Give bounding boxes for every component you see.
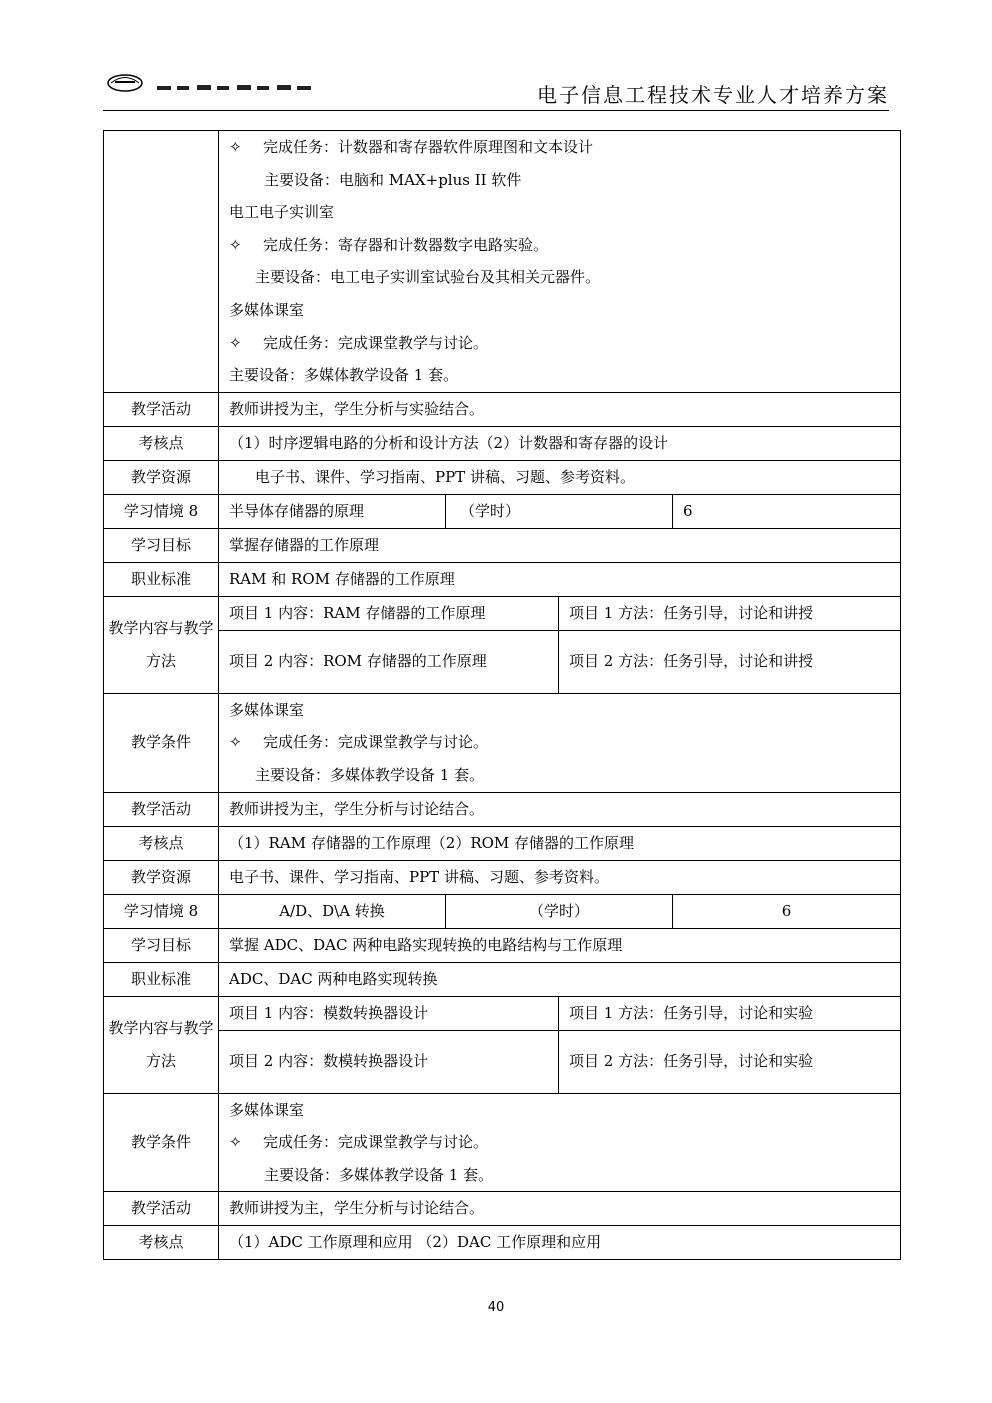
table-row: [104, 962, 901, 996]
item1-content: 项目 1 内容：RAM 存储器的工作原理: [219, 596, 559, 630]
resource-text: 电子书、课件、学习指南、PPT 讲稿、习题、参考资料。: [255, 467, 635, 486]
table-row: [104, 131, 901, 393]
row-value: ADC、DAC 两种电路实现转换: [219, 962, 901, 996]
list-item: [229, 1159, 890, 1192]
row-label: 教学活动: [104, 1192, 219, 1226]
list-item: [229, 759, 890, 792]
hours-value: 6: [673, 494, 901, 528]
teaching-conditions-cell: [219, 693, 901, 792]
list-item: [229, 726, 890, 759]
list-item: [229, 229, 890, 262]
list-item: [229, 359, 890, 392]
table-row: [104, 693, 901, 792]
table-row: [104, 826, 901, 860]
item-text: 完成任务：完成课堂教学与讨论。: [263, 733, 489, 752]
item-text: 完成任务：完成课堂教学与讨论。: [263, 1133, 489, 1152]
diamond-bullet-icon: ✧: [229, 235, 242, 254]
page-number: 40: [487, 1300, 505, 1315]
item-text: 完成任务：寄存器和计数器数字电路实验。: [263, 235, 549, 254]
row-value: （1）RAM 存储器的工作原理（2）ROM 存储器的工作原理: [219, 826, 901, 860]
table-row: [104, 792, 901, 826]
item1-content: 项目 1 内容：模数转换器设计: [219, 996, 559, 1030]
diamond-bullet-icon: ✧: [229, 733, 242, 752]
item-text: 完成任务：计数器和寄存器软件原理图和文本设计: [263, 138, 594, 156]
item-text: 完成任务：完成课堂教学与讨论。: [263, 333, 489, 352]
row-label: 学习目标: [104, 928, 219, 962]
list-item: [229, 261, 890, 294]
situation-name: 半导体存储器的原理: [219, 494, 446, 528]
row-label: 教学内容与教学方法: [104, 596, 219, 693]
room-name: 电工电子实训室: [229, 203, 335, 222]
item2-content: 项目 2 内容：数模转换器设计: [219, 1030, 559, 1093]
curriculum-table: [103, 130, 901, 1260]
hours-label: （学时）: [446, 894, 673, 928]
row-value: RAM 和 ROM 存储器的工作原理: [219, 562, 901, 596]
row-label: 教学资源: [104, 860, 219, 894]
row-label: 教学条件: [104, 693, 219, 792]
diamond-bullet-icon: ✧: [229, 138, 242, 156]
document-title: 电子信息工程技术专业人才培养方案: [537, 83, 889, 107]
row-value: [219, 460, 901, 494]
item2-method: 项目 2 方法：任务引导，讨论和讲授: [559, 630, 901, 693]
item-text: 主要设备：电工电子实训室试验台及其相关元器件。: [255, 268, 601, 287]
school-logo-icon: [105, 72, 325, 94]
row-label: 学习目标: [104, 528, 219, 562]
table-row: [104, 1030, 901, 1093]
list-item: [229, 131, 890, 164]
list-item: [229, 327, 890, 360]
diamond-bullet-icon: ✧: [229, 333, 242, 352]
table-row: [104, 1093, 901, 1192]
list-item: [229, 196, 890, 229]
room-name: 多媒体课室: [229, 700, 305, 719]
table-row: [104, 928, 901, 962]
table-row: [104, 996, 901, 1030]
row-label: 职业标准: [104, 962, 219, 996]
diamond-bullet-icon: ✧: [229, 1133, 242, 1152]
table-row: [104, 562, 901, 596]
empty-label-cell: [104, 131, 219, 393]
row-value: 教师讲授为主，学生分析与实验结合。: [219, 392, 901, 426]
table-row: [104, 528, 901, 562]
page-header: [103, 70, 889, 111]
list-item: [229, 1126, 890, 1159]
row-value: 电子书、课件、学习指南、PPT 讲稿、习题、参考资料。: [219, 860, 901, 894]
item1-method: 项目 1 方法：任务引导，讨论和实验: [559, 996, 901, 1030]
row-label: 教学活动: [104, 792, 219, 826]
row-label: 考核点: [104, 426, 219, 460]
row-label: 学习情境 8: [104, 894, 219, 928]
row-label: 教学内容与教学方法: [104, 996, 219, 1093]
table-row: [104, 1226, 901, 1260]
row-label: 职业标准: [104, 562, 219, 596]
item2-content: 项目 2 内容：ROM 存储器的工作原理: [219, 630, 559, 693]
item-text: 主要设备：多媒体教学设备 1 套。: [255, 765, 485, 784]
list-item: [229, 164, 890, 197]
row-value: （1）ADC 工作原理和应用 （2）DAC 工作原理和应用: [219, 1226, 901, 1260]
row-label: 教学资源: [104, 460, 219, 494]
item-text: 主要设备：多媒体教学设备 1 套。: [264, 1165, 494, 1184]
item1-method: 项目 1 方法：任务引导，讨论和讲授: [559, 596, 901, 630]
room-name: 多媒体课室: [229, 1100, 305, 1119]
row-value: 掌握 ADC、DAC 两种电路实现转换的电路结构与工作原理: [219, 928, 901, 962]
table-row: [104, 494, 901, 528]
row-label: 考核点: [104, 826, 219, 860]
table-row: [104, 426, 901, 460]
room-name: 多媒体课室: [229, 300, 305, 319]
item-text: 主要设备：电脑和 MAX+plus II 软件: [264, 170, 522, 189]
row-label: 考核点: [104, 1226, 219, 1260]
situation-name: A/D、D\A 转换: [219, 894, 446, 928]
item-text: 主要设备：多媒体教学设备 1 套。: [229, 366, 459, 385]
row-label: 教学条件: [104, 1093, 219, 1192]
row-value: 掌握存储器的工作原理: [219, 528, 901, 562]
row-value: 教师讲授为主，学生分析与讨论结合。: [219, 792, 901, 826]
hours-value: 6: [673, 894, 901, 928]
teaching-conditions-cell: [219, 131, 901, 393]
item2-method: 项目 2 方法：任务引导，讨论和实验: [559, 1030, 901, 1093]
teaching-conditions-cell: [219, 1093, 901, 1192]
table-row: [104, 860, 901, 894]
row-value: 教师讲授为主，学生分析与讨论结合。: [219, 1192, 901, 1226]
table-row: [104, 460, 901, 494]
table-row: [104, 392, 901, 426]
row-value: （1）时序逻辑电路的分析和设计方法（2）计数器和寄存器的设计: [219, 426, 901, 460]
table-row: [104, 596, 901, 630]
table-row: [104, 894, 901, 928]
row-label: 学习情境 8: [104, 494, 219, 528]
row-label: 教学活动: [104, 392, 219, 426]
table-row: [104, 630, 901, 693]
list-item: [229, 294, 890, 327]
table-row: [104, 1192, 901, 1226]
hours-label: （学时）: [446, 494, 673, 528]
